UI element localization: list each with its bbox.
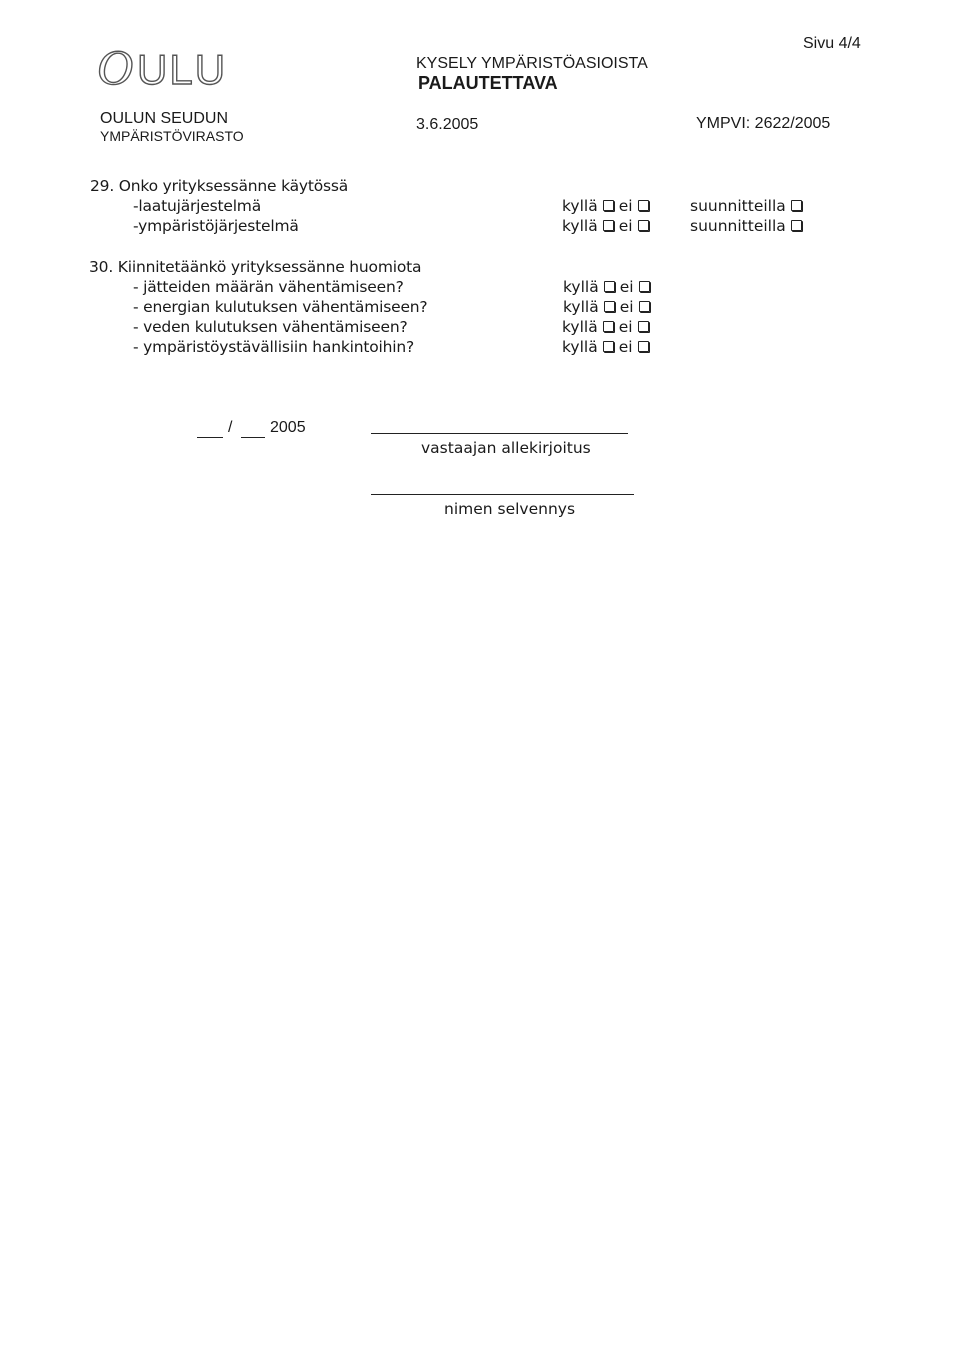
date-separator: /: [228, 419, 233, 436]
document-subtitle: PALAUTETTAVA: [418, 73, 558, 93]
oulu-logo: [95, 38, 245, 102]
no-label: ei: [618, 338, 633, 356]
no-checkbox[interactable]: [638, 341, 649, 352]
org-name-line1: OULUN SEUDUN: [100, 110, 229, 127]
question-29-title: 29. Onko yrityksessänne käytössä: [90, 177, 349, 195]
no-checkbox[interactable]: [638, 200, 649, 211]
no-checkbox[interactable]: [639, 301, 650, 312]
document-title: KYSELY YMPÄRISTÖASIOISTA: [416, 55, 648, 72]
month-blank[interactable]: [241, 437, 265, 438]
reference-number: YMPVI: 2622/2005: [696, 115, 831, 132]
planned-checkbox[interactable]: [791, 200, 802, 211]
no-label: ei: [618, 197, 633, 215]
name-clarification-label: nimen selvennys: [444, 500, 576, 518]
svg-text:ULU: ULU: [137, 46, 228, 93]
planned-label: suunnitteilla: [690, 217, 786, 235]
question-29-item-2-options: [562, 217, 654, 235]
no-label: ei: [619, 278, 634, 296]
document-date: 3.6.2005: [416, 116, 479, 133]
yes-label: kyllä: [562, 318, 598, 336]
question-30-item-energy: - energian kulutuksen vähentämiseen?: [133, 298, 428, 316]
no-checkbox[interactable]: [638, 220, 649, 231]
no-checkbox[interactable]: [638, 321, 649, 332]
no-label: ei: [618, 217, 633, 235]
question-30-item-3-options: [562, 318, 654, 336]
yes-label: kyllä: [562, 338, 598, 356]
signature-label: vastaajan allekirjoitus: [421, 439, 591, 457]
no-label: ei: [618, 318, 633, 336]
question-29-item-2-planned: [690, 217, 807, 235]
yes-label: kyllä: [563, 278, 599, 296]
yes-label: kyllä: [562, 197, 598, 215]
question-30-item-waste: - jätteiden määrän vähentämiseen?: [133, 278, 404, 296]
page-number: Sivu 4/4: [803, 35, 861, 52]
planned-label: suunnitteilla: [690, 197, 786, 215]
question-29-item-1-planned: [690, 197, 807, 215]
signature-line[interactable]: [371, 433, 628, 434]
question-30-title: 30. Kiinnitetäänkö yrityksessänne huomiota: [89, 258, 422, 276]
yes-checkbox[interactable]: [604, 281, 615, 292]
yes-checkbox[interactable]: [604, 301, 615, 312]
question-30-item-water: - veden kulutuksen vähentämiseen?: [133, 318, 408, 336]
yes-checkbox[interactable]: [603, 321, 614, 332]
no-checkbox[interactable]: [639, 281, 650, 292]
question-30-item-procurement: - ympäristöystävällisiin hankintoihin?: [133, 338, 414, 356]
yes-label: kyllä: [562, 217, 598, 235]
question-29-item-1-options: [562, 197, 654, 215]
question-30-item-2-options: [563, 298, 655, 316]
yes-checkbox[interactable]: [603, 341, 614, 352]
question-30-item-4-options: [562, 338, 654, 356]
signature-year: 2005: [270, 419, 306, 436]
yes-checkbox[interactable]: [603, 220, 614, 231]
yes-checkbox[interactable]: [603, 200, 614, 211]
planned-checkbox[interactable]: [791, 220, 802, 231]
day-blank[interactable]: [197, 437, 223, 438]
question-29-item-quality-system: -laatujärjestelmä: [133, 197, 262, 215]
no-label: ei: [619, 298, 634, 316]
org-name-line2: YMPÄRISTÖVIRASTO: [100, 128, 244, 144]
svg-text:O: O: [97, 39, 134, 95]
yes-label: kyllä: [563, 298, 599, 316]
name-line[interactable]: [371, 494, 634, 495]
question-29-item-environmental-system: -ympäristöjärjestelmä: [133, 217, 299, 235]
question-30-item-1-options: [563, 278, 655, 296]
